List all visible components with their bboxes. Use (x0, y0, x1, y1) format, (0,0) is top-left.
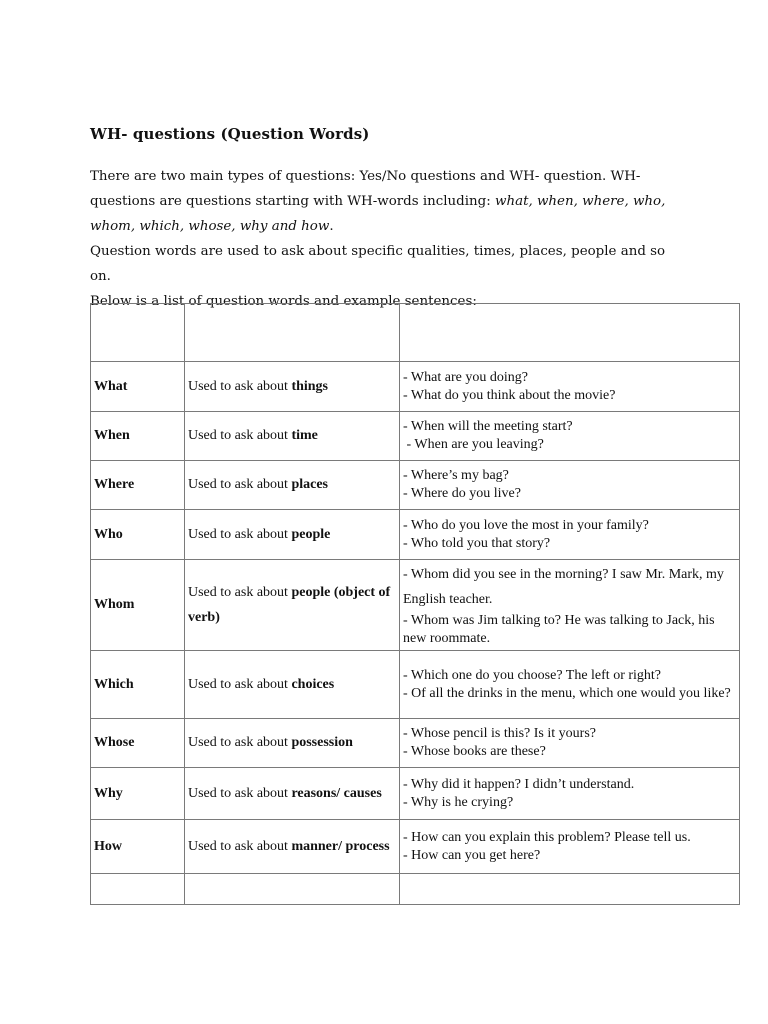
example-sentence: - Why did it happen? I didn’t understand. (403, 776, 635, 792)
table-row (91, 651, 740, 719)
intro-text-1-end: . (329, 219, 334, 234)
examples-cell (400, 510, 740, 560)
usage-prefix: Used to ask about (188, 585, 292, 600)
question-word: Where (91, 461, 185, 510)
examples-cell (400, 768, 740, 820)
header-cell (91, 304, 185, 362)
question-word: Who (91, 510, 185, 560)
example-sentence: - When will the meeting start? (403, 419, 573, 434)
example-sentence: - Who told you that story? (403, 535, 551, 551)
table-row (91, 510, 740, 560)
table-row (91, 362, 740, 412)
table-footer-row (91, 874, 740, 905)
usage-cell (185, 362, 400, 412)
question-word: What (91, 362, 185, 412)
question-word: Whom (91, 560, 185, 651)
page-title: WH- questions (Question Words) (90, 125, 370, 143)
question-word: How (91, 820, 185, 874)
table-row (91, 768, 740, 820)
example-sentence: - What are you doing? (403, 369, 528, 385)
usage-keyword: possession (291, 735, 353, 750)
example-sentence: - Why is he crying? (403, 794, 514, 810)
table-row (91, 820, 740, 874)
header-cell (400, 304, 740, 362)
usage-keyword: places (291, 477, 328, 492)
question-word: Why (91, 768, 185, 820)
example-sentence: - Where do you live? (403, 486, 521, 501)
header-cell (185, 304, 400, 362)
example-sentence: - How can you get here? (403, 847, 541, 863)
example-sentence: - Which one do you choose? The left or right? (403, 667, 662, 683)
usage-cell (185, 510, 400, 560)
usage-cell (185, 719, 400, 768)
example-sentence: - Who do you love the most in your family? (403, 517, 649, 533)
example-sentence: - Where’s my bag? (403, 468, 509, 483)
examples-cell (400, 719, 740, 768)
example-sentence: - Whose books are these? (403, 744, 546, 759)
usage-prefix: Used to ask about (188, 839, 292, 854)
examples-cell (400, 362, 740, 412)
usage-cell (185, 768, 400, 820)
usage-cell (185, 461, 400, 510)
usage-cell (185, 651, 400, 719)
usage-keyword: people (291, 526, 331, 542)
intro-paragraph-1 (90, 164, 690, 239)
intro-text-1: There are two main types of questions: Yes/No questions and WH- question. WH-questions are questions starting with WH-words including: (90, 169, 641, 209)
example-sentence: - Of all the drinks in the menu, which one would you like? (403, 685, 731, 701)
intro-question-words: what, when, where, who, whom, which, whose, why and how (90, 194, 666, 234)
question-word: Which (91, 651, 185, 719)
table-row (91, 412, 740, 461)
question-word: When (91, 412, 185, 461)
usage-prefix: Used to ask about (188, 526, 292, 542)
footer-cell (400, 874, 740, 905)
intro-text (90, 164, 690, 314)
example-sentence: - Whom was Jim talking to? He was talking to Jack, his new roommate. (403, 613, 715, 646)
usage-prefix: Used to ask about (188, 378, 292, 394)
usage-prefix: Used to ask about (188, 428, 292, 443)
examples-cell (400, 651, 740, 719)
question-words-table (90, 303, 740, 905)
usage-prefix: Used to ask about (188, 477, 292, 492)
examples-cell (400, 412, 740, 461)
example-sentence: - What do you think about the movie? (403, 387, 616, 403)
table-header-row (91, 304, 740, 362)
table-row (91, 560, 740, 651)
question-word: Whose (91, 719, 185, 768)
usage-prefix: Used to ask about (188, 735, 292, 750)
footer-cell (91, 874, 185, 905)
example-sentence: - How can you explain this problem? Please tell us. (403, 829, 691, 845)
table-row (91, 719, 740, 768)
examples-cell (400, 560, 740, 651)
example-sentence: - When are you leaving? (403, 437, 544, 452)
usage-prefix: Used to ask about (188, 676, 292, 692)
usage-keyword: time (291, 428, 318, 443)
usage-keyword: people (object of verb) (188, 585, 391, 625)
table-row (91, 461, 740, 510)
intro-paragraph-3: Below is a list of question words and example sentences: (90, 294, 477, 309)
usage-cell (185, 560, 400, 651)
intro-paragraph-2: Question words are used to ask about specific qualities, times, places, people and so on. (90, 244, 666, 284)
usage-keyword: reasons/ causes (291, 785, 382, 801)
example-sentence: - Whom did you see in the morning? I saw Mr. Mark, my English teacher. (403, 567, 724, 607)
examples-cell (400, 820, 740, 874)
examples-cell (400, 461, 740, 510)
usage-cell (185, 820, 400, 874)
usage-keyword: choices (291, 676, 335, 692)
footer-cell (185, 874, 400, 905)
example-sentence: - Whose pencil is this? Is it yours? (403, 726, 596, 741)
usage-keyword: manner/ process (291, 839, 390, 854)
usage-prefix: Used to ask about (188, 785, 292, 801)
usage-keyword: things (291, 378, 329, 394)
usage-cell (185, 412, 400, 461)
